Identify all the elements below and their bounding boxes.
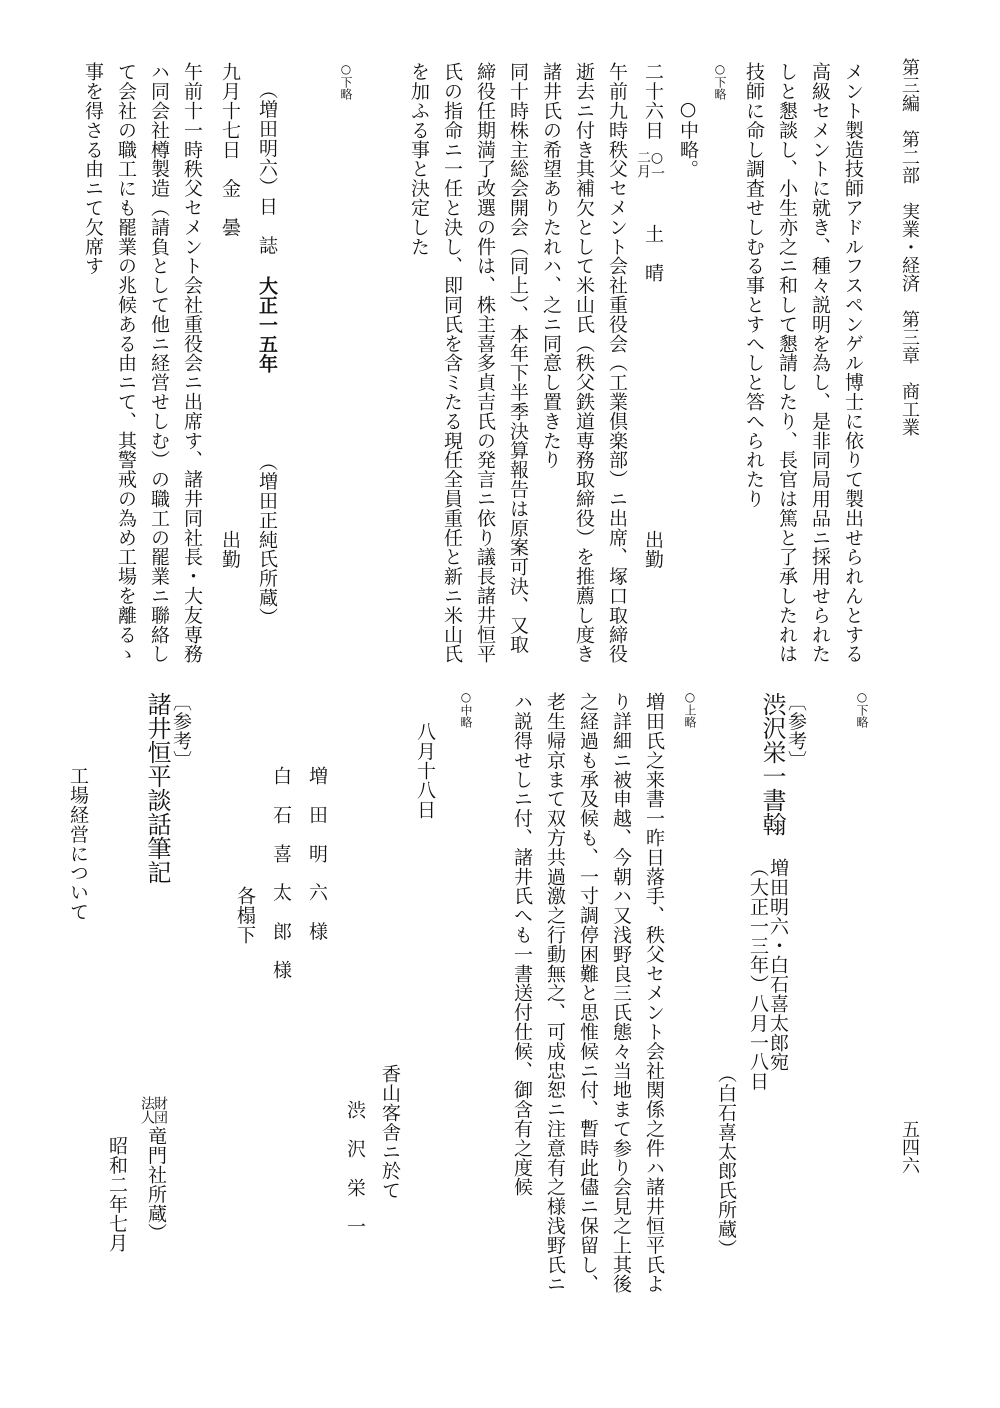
reference-label: 〔参考〕 bbox=[785, 692, 807, 770]
text-line: 同十時株主総会開会（同上）、本年下半季決算報告は原案可決、又取 bbox=[507, 62, 529, 654]
recipient-name: 増 田 明 六 様 bbox=[306, 766, 328, 941]
talk-heading: 工場経営について bbox=[67, 766, 89, 922]
omission-mark: ○上略 bbox=[683, 690, 697, 728]
diary-year: 大正一五年 bbox=[256, 276, 278, 373]
talk-title: 諸井恒平談話筆記 bbox=[143, 692, 171, 884]
letter-place: 香山客舎ニ於て bbox=[379, 1064, 401, 1200]
diary-date-warichu bbox=[636, 150, 664, 180]
diary-source: （増田正純氏所蔵） bbox=[256, 452, 278, 627]
letter-date: （大正一三年）八月一八日 bbox=[747, 858, 769, 1091]
recipient-name: 白 石 喜 太 郎 様 bbox=[270, 766, 292, 980]
letter-line: ハ説得せしニ付、諸井氏へも一書送付仕候、御含有之度候 bbox=[511, 692, 533, 1197]
text-line: 高級セメントに就き、種々説明を為し、是非同局用品ニ採用せられた bbox=[809, 62, 831, 664]
letter-title: 渋沢栄一書翰 bbox=[758, 692, 786, 836]
text-line: て会社の職工にも罷業の兆候ある由ニて、其警戒の為め工場を離るゝ bbox=[115, 62, 137, 664]
attendance-note: 出勤 bbox=[219, 530, 241, 569]
page-number: 五四六 bbox=[899, 1120, 920, 1174]
letter-line: 老生帰京まて双方共過激之行動無之、可成忠恕ニ注意有之様浅野氏ニ bbox=[544, 692, 566, 1294]
text-line: メント製造技師アドルフスペンゲル博士に依りて製出せられんとする bbox=[842, 62, 864, 664]
text-line: 諸井氏の希望ありたれハ、之ニ同意し置きたり bbox=[540, 62, 562, 470]
text-line: 氏の指命ニ一任と決し、即同氏を含ミたる現任全員重任と新ニ米山氏 bbox=[441, 62, 463, 664]
text-line: 逝去ニ付き其補欠として米山氏（秩父鉄道専務取締役）を推薦し度き bbox=[573, 62, 595, 664]
letter-line: 増田氏之来書一昨日落手、秩父セメント会社関係之件ハ諸井恒平氏よ bbox=[643, 692, 665, 1294]
omission-mark: ○中略。 bbox=[677, 98, 699, 179]
text-line: を加ふる事と決定した bbox=[408, 62, 430, 256]
text-line: 事を得さる由ニて欠席す bbox=[82, 62, 104, 276]
letter-sender: 渋 沢 栄 一 bbox=[344, 1100, 366, 1236]
diary-weather: 土 晴 bbox=[642, 224, 664, 283]
diary-title: （増田明六）日 誌 bbox=[256, 80, 278, 255]
letter-day: 八月十八日 bbox=[414, 722, 436, 819]
diary-date: 九月十七日 金 曇 bbox=[219, 62, 241, 237]
text-line: しと懇談し、小生亦之ニ和して懇請したり、長官は篤と了承したれは bbox=[776, 62, 798, 664]
letter-addressee: 増田明六・白石喜太郎宛 bbox=[767, 858, 789, 1072]
text-line: 午前十一時秩父セメント会社重役会ニ出席す、諸井同社長・大友専務 bbox=[181, 62, 203, 664]
attendance-note: 出勤 bbox=[642, 530, 664, 569]
omission-mark: ○下略 bbox=[855, 690, 869, 728]
recipient-honorific: 各榻下 bbox=[234, 886, 256, 945]
talk-source-part: 財団 bbox=[152, 1096, 168, 1124]
omission-mark: ○中略 bbox=[459, 690, 473, 728]
diary-date-part: 二月 bbox=[635, 150, 651, 178]
omission-mark: ○下略 bbox=[339, 62, 353, 100]
text-line: 締役任期満了改選の件は、株主喜多貞吉氏の発言ニ依り議長諸井恒平 bbox=[474, 62, 496, 664]
diary-date: 二十六日 bbox=[642, 62, 664, 140]
text-line: 午前九時秩父セメント会社重役会（工業倶楽部）ニ出席、塚口取締役 bbox=[606, 62, 628, 664]
diary-date-part: ○一 bbox=[649, 150, 665, 180]
letter-source: （白石喜太郎氏所蔵） bbox=[715, 1064, 737, 1258]
letter-line: 之経過も承及候も、一寸調停困難と思惟候ニ付、暫時此儘ニ保留し、 bbox=[577, 692, 599, 1294]
text-line: ハ同会社樽製造（請負として他ニ経営せしむ）の職工の罷業ニ聯絡し bbox=[148, 62, 170, 664]
letter-line: り詳細ニ被申越、今朝ハ又浅野良三氏態々当地まて参り会見之上其後 bbox=[610, 692, 632, 1294]
omission-mark: ○下略 bbox=[713, 62, 727, 100]
talk-date: 昭和二年七月 bbox=[106, 1136, 128, 1253]
text-line: 技師に命し調査せしむる事とすへしと答へられたり bbox=[743, 62, 765, 509]
talk-source-part: 竜門社所蔵） bbox=[145, 1126, 167, 1243]
reference-label: 〔参考〕 bbox=[170, 692, 192, 770]
talk-source-part: 法人 bbox=[139, 1096, 155, 1124]
running-title: 第三編 第二部 実業・経済 第三章 商工業 bbox=[899, 58, 920, 436]
